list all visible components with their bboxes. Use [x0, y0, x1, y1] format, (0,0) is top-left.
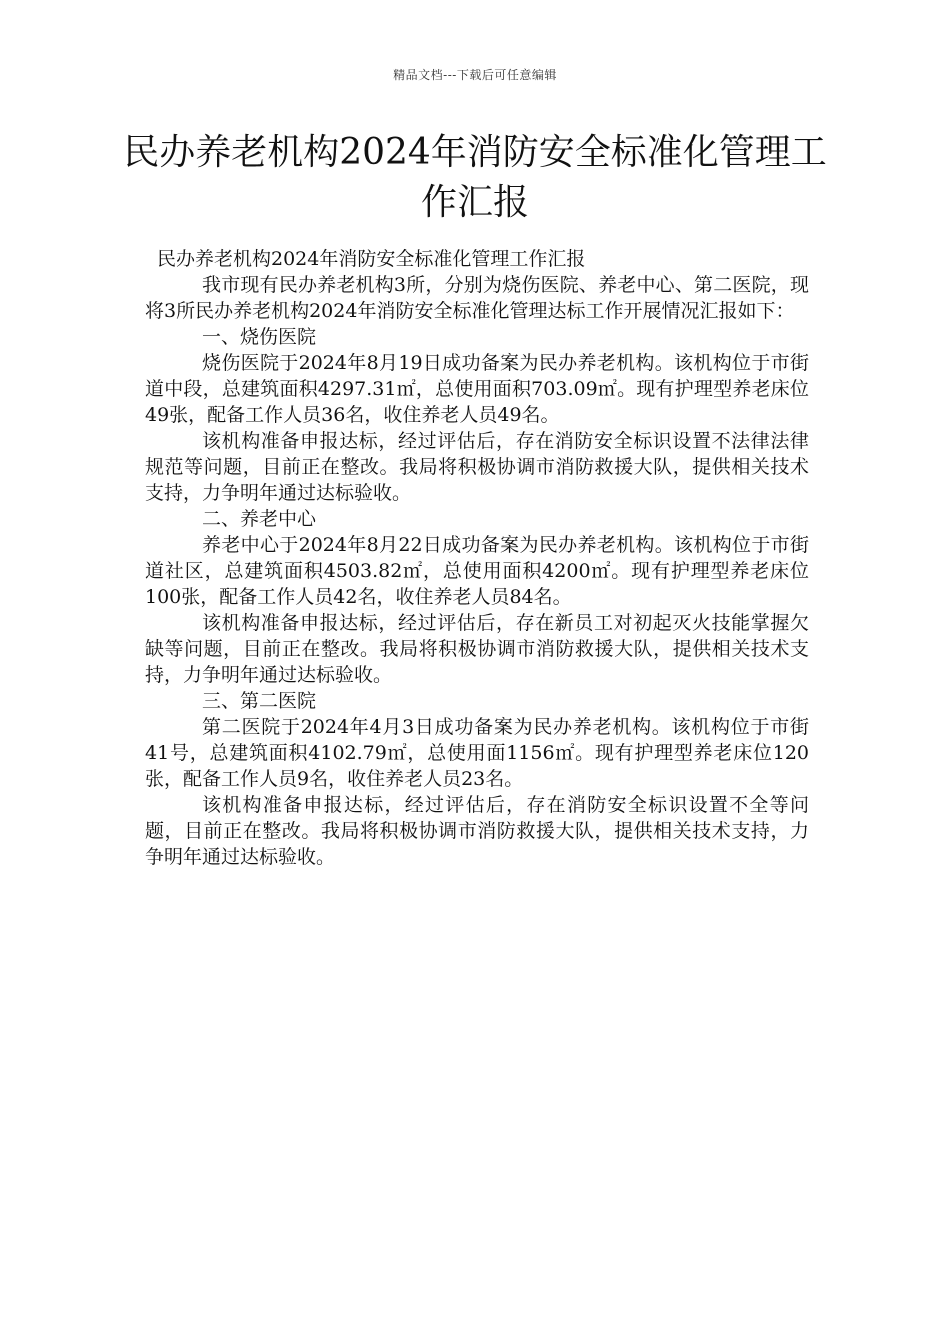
document-body — [145, 246, 809, 870]
intro-paragraph: 我市现有民办养老机构3所，分别为烧伤医院、养老中心、第二医院，现将3所民办养老机构2024年消防安全标准化管理达标工作开展情况汇报如下： — [145, 274, 809, 322]
section-2-paragraph-2: 该机构准备申报达标，经过评估后，存在新员工对初起灭火技能掌握欠缺等问题，目前正在整改。我局将积极协调市消防救援大队，提供相关技术支持，力争明年通过达标验收。 — [145, 612, 809, 686]
header-note: 精品文档---下载后可任意编辑 — [393, 68, 557, 82]
section-3-paragraph-1: 第二医院于2024年4月3日成功备案为民办养老机构。该机构位于市街41号，总建筑面积4102.79㎡，总使用面1156㎡。现有护理型养老床位120张，配备工作人员9名，收住养老人员23名。 — [145, 716, 809, 790]
section-1-paragraph-1: 烧伤医院于2024年8月19日成功备案为民办养老机构。该机构位于市街道中段，总建筑面积4297.31㎡，总使用面积703.09㎡。现有护理型养老床位49张，配备工作人员36名，收住养老人员49名。 — [145, 352, 809, 426]
document-subtitle: 民办养老机构2024年消防安全标准化管理工作汇报 — [157, 248, 586, 270]
section-heading-2: 二、养老中心 — [202, 508, 317, 530]
section-3-paragraph-2: 该机构准备申报达标，经过评估后，存在消防安全标识设置不全等问题，目前正在整改。我局将积极协调市消防救援大队，提供相关技术支持，力争明年通过达标验收。 — [145, 794, 809, 868]
section-heading-1: 一、烧伤医院 — [202, 326, 317, 348]
section-heading-3: 三、第二医院 — [202, 690, 317, 712]
document-title: 民办养老机构2024年消防安全标准化管理工作汇报 — [123, 132, 827, 223]
section-2-paragraph-1: 养老中心于2024年8月22日成功备案为民办养老机构。该机构位于市街道社区，总建筑面积4503.82㎡，总使用面积4200㎡。现有护理型养老床位100张，配备工作人员42名，收住养老人员84名。 — [145, 534, 809, 608]
section-1-paragraph-2: 该机构准备申报达标，经过评估后，存在消防安全标识设置不法律法律规范等问题，目前正在整改。我局将积极协调市消防救援大队，提供相关技术支持，力争明年通过达标验收。 — [145, 430, 809, 504]
